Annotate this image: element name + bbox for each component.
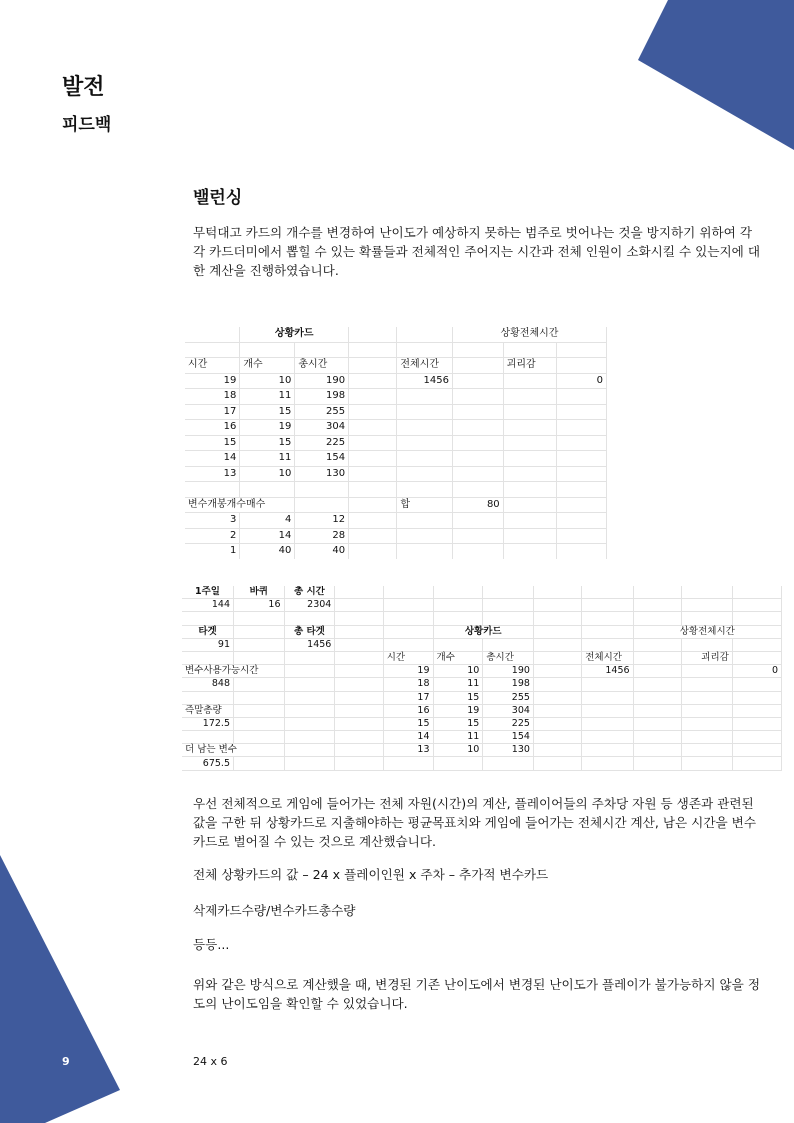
gap-value: 0: [557, 373, 607, 389]
spreadsheet-1-table: [185, 327, 607, 559]
table-row: [185, 482, 607, 498]
page-number: 9: [62, 1055, 70, 1068]
table-row: 16 19 304: [185, 420, 607, 436]
table-row: 144 16 2304: [182, 599, 782, 612]
sum-value: 80: [452, 497, 503, 513]
full-time-value: 1456: [397, 373, 453, 389]
table-row: 14 11 154: [182, 731, 782, 744]
col-full: 전체시간: [397, 358, 453, 374]
table-row: [185, 358, 607, 374]
conclusion-paragraph: 위와 같은 방식으로 계산했을 때, 변경된 기존 난이도에서 변경된 난이도가 플레이가 불가능하지 않을 정도의 난이도임을 확인할 수 있었습니다.: [193, 977, 760, 1011]
table-row: 675.5: [182, 757, 782, 770]
table-row: 91 1456: [182, 638, 782, 651]
section-title: 밸런싱: [193, 188, 243, 208]
sum-label: 합: [397, 497, 453, 513]
table-row: [182, 612, 782, 625]
table-row: 3 4 12: [185, 513, 607, 529]
table-row: [185, 497, 607, 513]
table-row: 17 15 255: [185, 404, 607, 420]
spreadsheet-2: [182, 586, 782, 774]
table-row: 1주일 바퀴 총 시간: [182, 586, 782, 599]
table-row: 변수사용가능시간 19 10 190 1456 0: [182, 665, 782, 678]
spreadsheet-1: [185, 327, 607, 559]
table-row: 17 15 255: [182, 691, 782, 704]
table-row: 14 11 154: [185, 451, 607, 467]
page-subtitle: 피드백: [62, 115, 112, 135]
var-label: 변수개봉개수매수: [185, 497, 295, 513]
table-row: 2 14 28: [185, 528, 607, 544]
intro-paragraph: 무턱대고 카드의 개수를 변경하여 난이도가 예상하지 못하는 범주로 벗어나는 것을 방지하기 위하여 각각 카드더미에서 뽑힐 수 있는 확률들과 전체적인 주어지는 시간과 전체 인원이 소화시킬 수 있는지에 대한 계산을 진행하였습니다.: [193, 225, 760, 278]
table-row: [185, 327, 607, 342]
col-time: 시간: [185, 358, 240, 374]
table-row: 848 18 11 198: [182, 678, 782, 691]
table-row: 172.5 15 15 225: [182, 717, 782, 730]
col-gap: 괴리감: [503, 358, 557, 374]
spreadsheet-2-table: [182, 586, 782, 771]
col-count: 개수: [240, 358, 295, 374]
table-row: 타겟 총 타겟 상황카드 상황전체시간: [182, 625, 782, 638]
table-row: 즉말총량 16 19 304: [182, 704, 782, 717]
footer-note: 24 x 6: [193, 1055, 228, 1068]
table-row: 19 10 190 1456 0: [185, 373, 607, 389]
method-paragraph: 우선 전체적으로 게임에 들어가는 전체 자원(시간)의 계산, 플레이어들의 주차당 자원 등 생존과 관련된 값을 구한 뒤 상황카드로 지출해야하는 평균목표치와 게임에 들어가는 전체시간 계산, 남은 시간을 변수카드로 벌어질 수 있는 것으로 계산했습니다.: [193, 796, 756, 849]
etc-text: 등등...: [193, 937, 230, 952]
header-total: 상황전체시간: [452, 327, 606, 342]
bottom-left-triangle: [0, 855, 120, 1123]
formula-2: 삭제카드수량/변수카드총수량: [193, 903, 356, 918]
formula-1: 전체 상황카드의 값 – 24 x 플레이인원 x 주차 – 추가적 변수카드: [193, 867, 549, 882]
col-total: 총시간: [295, 358, 349, 374]
table-row: 18 11 198: [185, 389, 607, 405]
table-row: 더 남는 변수 13 10 130: [182, 744, 782, 757]
table-row: 13 10 130: [185, 466, 607, 482]
table-row: [185, 342, 607, 358]
table-row: 15 15 225: [185, 435, 607, 451]
top-right-triangle: [638, 0, 794, 150]
header-card: 상황카드: [240, 327, 349, 342]
table-row: 1 40 40: [185, 544, 607, 560]
page-title: 발전: [62, 75, 105, 100]
table-row: 시간 개수 총시간 전체시간 괴리감: [182, 651, 782, 664]
